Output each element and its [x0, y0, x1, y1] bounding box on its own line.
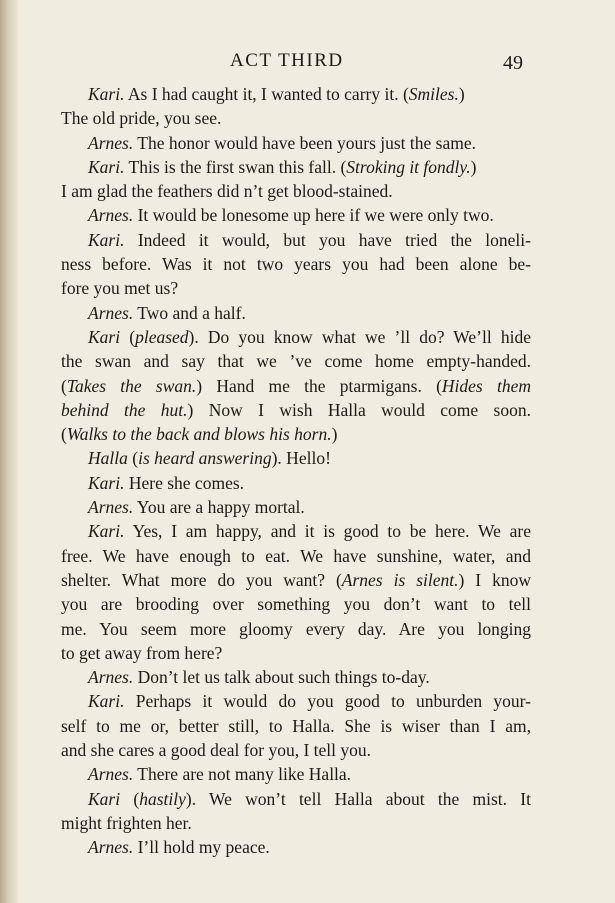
text-line	[61, 787, 531, 811]
text-run: (	[120, 788, 140, 809]
text-line	[61, 592, 531, 616]
text-run: I’ll hold my peace.	[133, 837, 270, 858]
italic-text: Kari.	[88, 84, 125, 104]
text-line	[61, 374, 531, 398]
italic-text: Halla	[88, 448, 128, 469]
text-run: Indeed it would, but you have tried the loneli-	[124, 229, 531, 250]
text-line	[61, 131, 531, 155]
text-line	[61, 82, 531, 106]
text-run: There are not many like Halla.	[133, 764, 352, 785]
text-line	[61, 422, 531, 446]
text-line	[61, 179, 531, 203]
text-line	[61, 544, 531, 568]
text-run: Don’t let us talk about such things to-day.	[133, 667, 430, 688]
italic-text: Arnes.	[88, 837, 134, 858]
text-line	[61, 689, 531, 713]
text-run: You are a happy mortal.	[133, 497, 305, 518]
text-run: This is the first swan this fall. (	[124, 156, 347, 177]
text-line	[61, 203, 531, 227]
text-run: I am glad the feathers did n’t get blood-stained.	[61, 181, 393, 202]
text-run: Yes, I am happy, and it is good to be here. We are	[124, 521, 531, 542]
italic-text: Stroking it fondly.	[346, 156, 471, 177]
running-header	[0, 50, 615, 78]
text-run: ) Now I wish Halla would come soon.	[187, 399, 531, 420]
italic-text: Kari	[88, 326, 121, 347]
text-line	[61, 835, 531, 859]
italic-text: pleased	[135, 326, 189, 347]
text-line	[61, 228, 531, 252]
italic-text: Walks to the back and blows his horn.	[66, 424, 332, 445]
text-run: fore you met us?	[61, 278, 179, 299]
italic-text: Arnes.	[88, 764, 134, 785]
text-run: ). We won’t tell Halla about the mist. It	[185, 788, 531, 809]
italic-text: Arnes.	[88, 302, 134, 323]
italic-text: Kari.	[88, 691, 125, 712]
text-run: (	[61, 424, 67, 445]
italic-text: is heard answering	[138, 448, 272, 469]
italic-text: Kari.	[88, 472, 125, 493]
italic-text: Takes the swan.	[66, 375, 197, 396]
text-run: ) Hand me the ptarmigans. (	[196, 375, 442, 396]
text-run: ). Do you know what we ’ll do? We’ll hide	[188, 326, 532, 347]
text-line	[61, 568, 531, 592]
text-run: The old pride, you see.	[61, 108, 222, 129]
text-run: you are brooding over something you don’t want to tell	[61, 594, 531, 615]
text-run: me. You seem more gloomy every day. Are you longing	[61, 618, 531, 639]
text-run: It would be lonesome up here if we were only two.	[133, 205, 494, 226]
text-line	[61, 738, 531, 762]
text-line	[61, 641, 531, 665]
text-run: might frighten her.	[61, 812, 192, 833]
text-run: the swan and say that we ’ve come home empty-handed.	[61, 351, 531, 372]
running-title: ACT THIRD	[230, 50, 344, 71]
text-run: Perhaps it would do you good to unburden your-	[124, 691, 531, 712]
text-run: As I had caught it, I wanted to carry it. (	[124, 84, 409, 104]
italic-text: behind the hut.	[61, 399, 188, 420]
italic-text: Kari.	[88, 521, 125, 542]
page-gutter-shadow	[0, 0, 18, 903]
italic-text: hastily	[139, 788, 186, 809]
text-line	[61, 252, 531, 276]
text-run: free. We have enough to eat. We have sunshine, water, and	[61, 545, 531, 566]
text-run: The honor would have been yours just the same.	[133, 132, 476, 153]
text-run: )	[331, 424, 338, 445]
text-line	[61, 446, 531, 470]
text-run: )	[458, 84, 465, 104]
italic-text: Hides them	[441, 375, 531, 396]
text-line	[61, 349, 531, 373]
italic-text: Kari	[88, 788, 121, 809]
play-text-body	[61, 82, 531, 860]
text-line	[61, 714, 531, 738]
text-line	[61, 276, 531, 300]
text-run: shelter. What more do you want? (	[61, 569, 342, 590]
text-run: (	[127, 448, 139, 469]
text-run: )	[470, 156, 477, 177]
italic-text: Arnes is silent.	[341, 569, 459, 590]
text-line	[61, 471, 531, 495]
text-run: to get away from here?	[61, 642, 223, 663]
text-run: ) I know	[458, 569, 531, 590]
text-run: (	[61, 375, 67, 396]
text-line	[61, 665, 531, 689]
text-line	[61, 617, 531, 641]
text-run: ness before. Was it not two years you had been alone be-	[61, 254, 531, 275]
text-line	[61, 762, 531, 786]
text-line	[61, 155, 531, 179]
text-line	[61, 106, 531, 130]
text-run: and she cares a good deal for you, I tell you.	[61, 740, 372, 761]
italic-text: Arnes.	[88, 667, 134, 688]
text-line	[61, 398, 531, 422]
text-line	[61, 325, 531, 349]
text-line	[61, 811, 531, 835]
italic-text: Arnes.	[88, 205, 134, 226]
italic-text: Arnes.	[88, 132, 134, 153]
text-run: (	[120, 326, 136, 347]
text-line	[61, 301, 531, 325]
italic-text: Kari.	[88, 156, 125, 177]
page-number: 49	[503, 52, 523, 74]
italic-text: Arnes.	[88, 497, 134, 518]
italic-text: Smiles.	[408, 84, 459, 104]
text-run: self to me or, better still, to Halla. She is wiser than I am,	[61, 715, 531, 736]
text-run: Here she comes.	[124, 472, 245, 493]
text-run: ). Hello!	[271, 448, 331, 469]
text-line	[61, 495, 531, 519]
text-run: Two and a half.	[133, 302, 246, 323]
text-line	[61, 519, 531, 543]
italic-text: Kari.	[88, 229, 125, 250]
